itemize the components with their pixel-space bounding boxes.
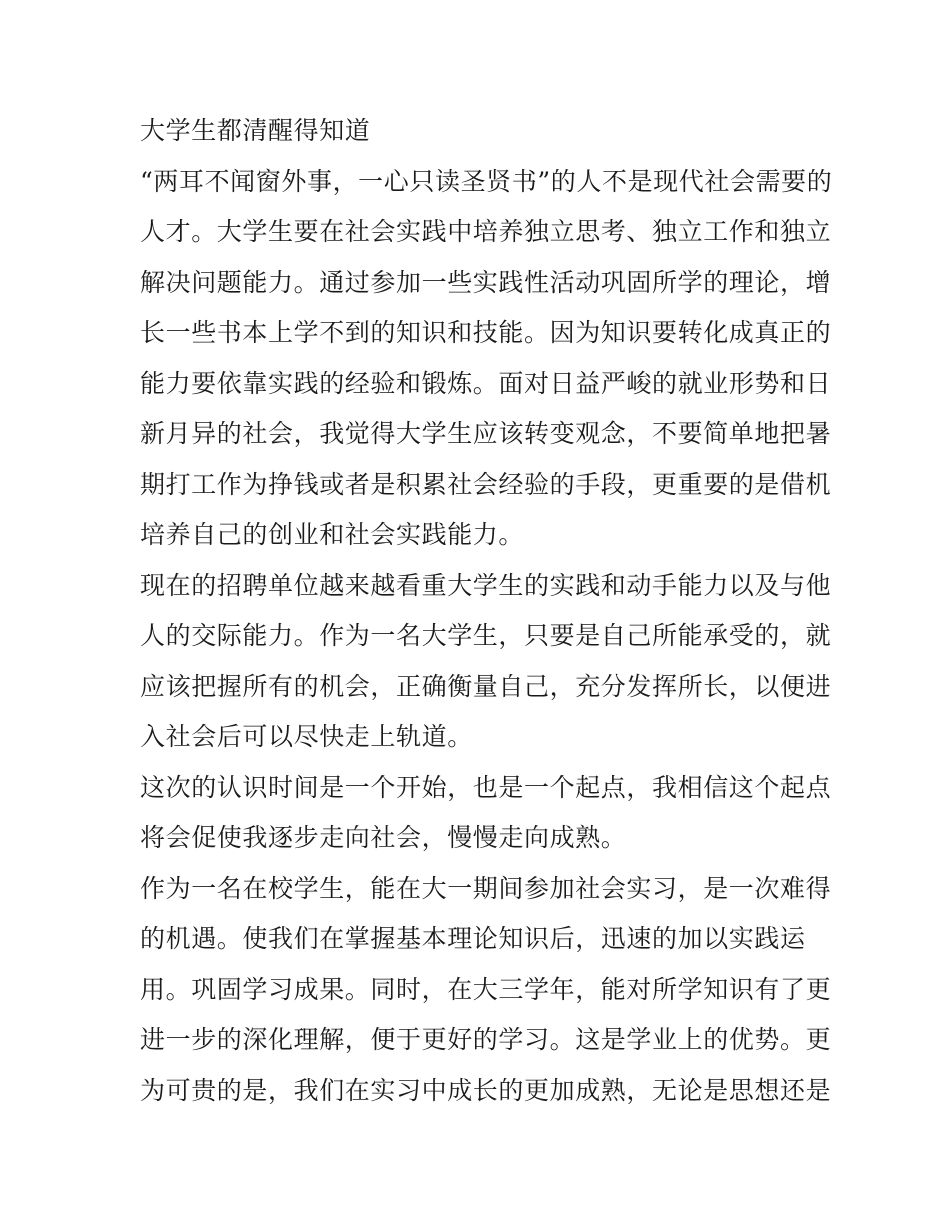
text-line: 人才。大学生要在社会实践中培养独立思考、独立工作和独立	[140, 217, 832, 246]
text-line: 大学生都清醒得知道	[140, 116, 371, 145]
text-line: “两耳不闻窗外事，一心只读圣贤书”的人不是现代社会需要的	[140, 166, 833, 196]
text-line: 现在的招聘单位越来越看重大学生的实践和动手能力以及与他	[140, 570, 832, 600]
text-line: 作为一名在校学生，能在大一期间参加社会实习，是一次难得	[140, 873, 832, 903]
text-line: 入社会后可以尽快走上轨道。	[140, 722, 473, 751]
text-line: 用。巩固学习成果。同时，在大三学年，能对所学知识有了更	[140, 974, 832, 1004]
text-line: 期打工作为挣钱或者是积累社会经验的手段，更重要的是借机	[140, 469, 832, 499]
text-line: 进一步的深化理解，便于更好的学习。这是学业上的优势。更	[140, 1025, 832, 1054]
text-line: 培养自己的创业和社会实践能力。	[140, 520, 525, 549]
text-line: 的机遇。使我们在掌握基本理论知识后，迅速的加以实践运	[140, 924, 806, 953]
text-line: 能力要依靠实践的经验和锻炼。面对日益严峻的就业形势和日	[140, 368, 832, 398]
text-line: 为可贵的是，我们在实习中成长的更加成熟，无论是思想还是	[140, 1075, 832, 1105]
text-line: 人的交际能力。作为一名大学生，只要是自己所能承受的，就	[140, 621, 832, 650]
document-body	[140, 106, 833, 1116]
text-line: 长一些书本上学不到的知识和技能。因为知识要转化成真正的	[140, 318, 832, 347]
text-line: 解决问题能力。通过参加一些实践性活动巩固所学的理论，增	[140, 267, 832, 297]
text-line: 新月异的社会，我觉得大学生应该转变观念，不要简单地把暑	[140, 419, 832, 448]
text-line: 将会促使我逐步走向社会，慢慢走向成熟。	[140, 823, 627, 852]
text-line: 应该把握所有的机会，正确衡量自己，充分发挥所长，以便进	[140, 671, 832, 701]
text-line: 这次的认识时间是一个开始，也是一个起点，我相信这个起点	[140, 772, 832, 802]
